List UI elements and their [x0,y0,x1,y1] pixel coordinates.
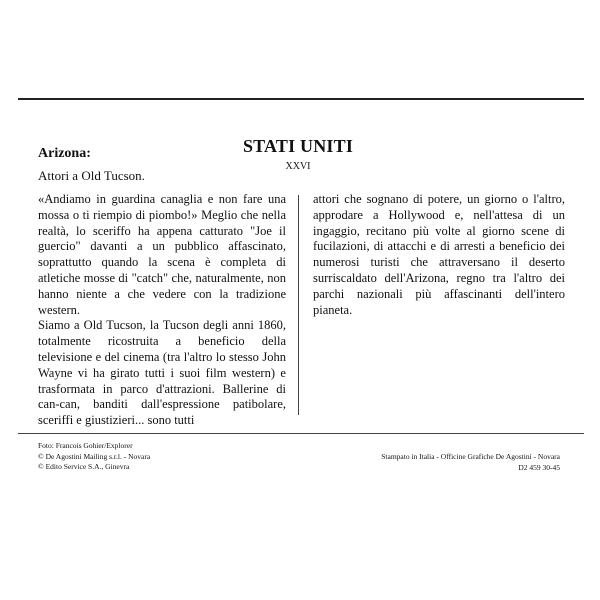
paragraph: Siamo a Old Tucson, la Tucson degli anni 1860, totalmente ricostruita a beneficio della televisione e del cinema (tra l'altro lo stesso John Wayne vi ha girato tutti i suoi film western) e trasformata in parco d'attrazioni. Ballerine di can-can, banditi dall'espressione patibolare, sceriffi e giustizieri... sono tutti [38,318,286,428]
copyright-line: © De Agostini Mailing s.r.l. - Novara [38,451,151,461]
page-title: STATI UNITI [242,136,354,156]
credits-block [38,441,150,473]
right-text-column [313,192,565,318]
column-divider [298,195,299,415]
paragraph: attori che sognano di potere, un giorno o l'altro, approdare a Hollywood e, nell'attesa di un ingaggio, recitano più volte al giorno scene di fucilazioni, di attacchi e di arresti a beneficio dei numerosi turisti che attraversano il deserto surriscaldato dell'Arizona, regno tra l'altro dei parchi nazionali più affascinanti dell'intero pianeta. [313,192,565,317]
print-info-block [330,452,560,473]
printed-by: Stampato in Italia - Officine Grafiche De Agostini - Novara [381,452,560,461]
region-heading: Arizona: [38,146,91,161]
photo-caption: Attori a Old Tucson. [38,168,145,183]
copyright-line: © Edito Service S.A., Ginevra [38,462,130,471]
photo-credit: Foto: Francois Gohier/Explorer [38,441,133,450]
left-text-column [38,192,286,429]
paragraph: «Andiamo in guardina canaglia e non fare una mossa o ti riempio di piombo!» Meglio che nella realtà, lo sceriffo ha appena catturato "Joe il guercio" davanti a un pubblico affascinato, soprattutto quando la scena è completa di atletiche mosse di "catch" che, naturalmente, non hanno niente a che vedere con la tradizione western. [38,192,286,317]
card-code: D2 459 30-45 [518,462,560,472]
top-rule [18,98,584,100]
bottom-rule [18,433,584,434]
plate-number: XXVI [285,161,311,172]
